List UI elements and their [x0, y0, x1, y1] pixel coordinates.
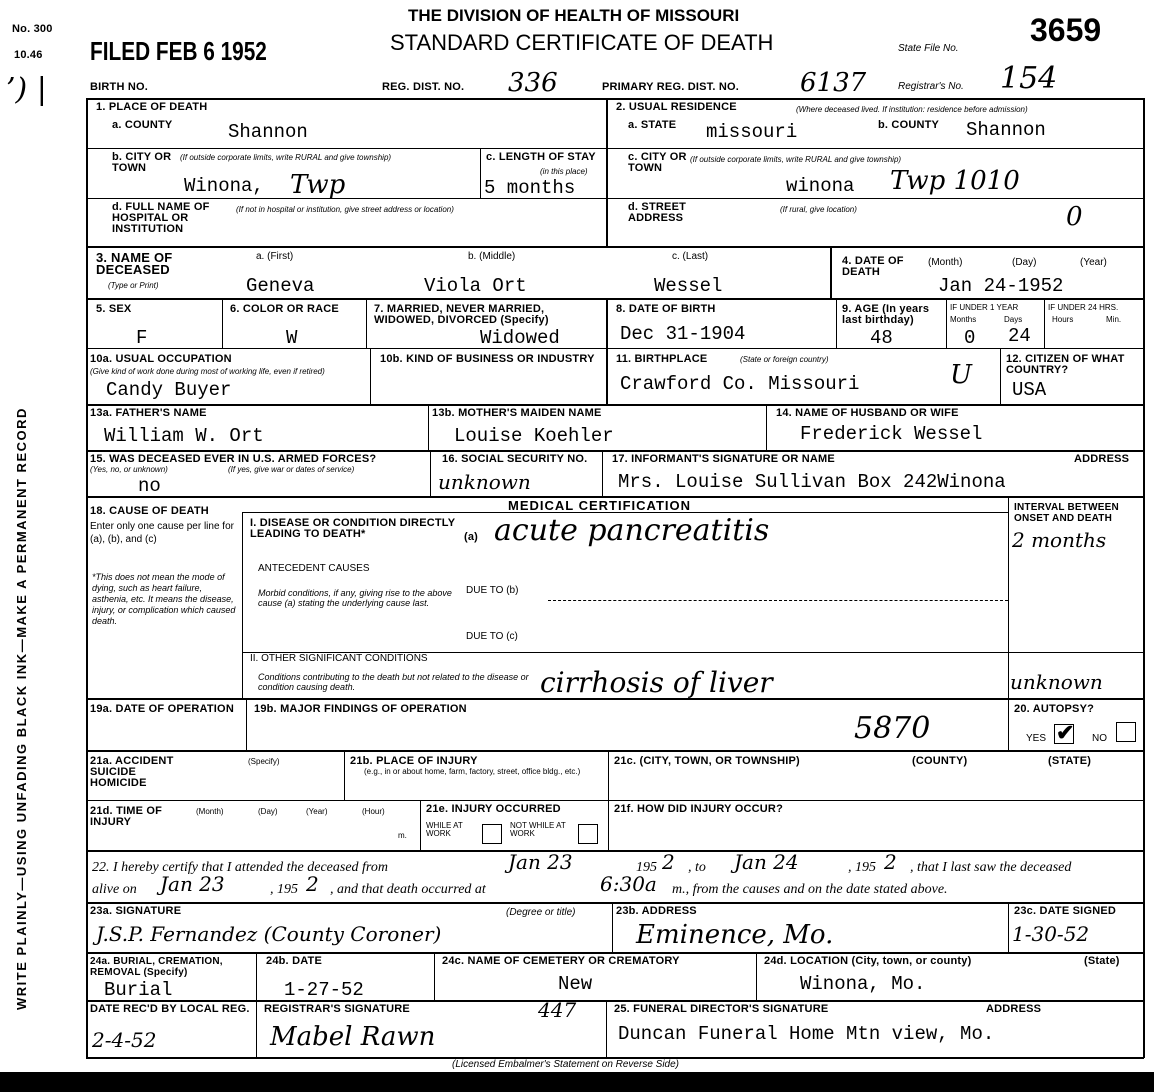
autopsy-label: 20. AUTOPSY? [1014, 703, 1095, 715]
year-label: (Year) [1080, 257, 1107, 268]
months-label: Months [950, 315, 977, 324]
age-label: 9. AGE (In years last birthday) [842, 303, 930, 326]
stay: 5 months [484, 177, 576, 199]
cemetery: New [558, 973, 593, 995]
birth-no-label: BIRTH NO. [90, 81, 149, 93]
certify-to-hand: Jan 24 [734, 850, 799, 874]
cause-note: Enter only one cause per line for (a), (b), and (c) [90, 521, 234, 545]
first-name: Geneva [246, 275, 315, 297]
injury-state-label: (STATE) [1048, 755, 1092, 767]
at-work-label: WHILE AT WORK [426, 821, 463, 838]
no-label: NO [1092, 733, 1107, 744]
residence-label: 2. USUAL RESIDENCE [616, 101, 737, 113]
other-note: Conditions contributing to the death but not related to the disease or condition causing death. [258, 672, 529, 692]
reg-dist-label: REG. DIST. NO. [382, 81, 465, 93]
primary-reg-number: 6137 [800, 68, 867, 98]
injury-city-label: 21c. (CITY, TOWN, OR TOWNSHIP) [614, 755, 800, 767]
month-label: (Month) [928, 257, 963, 268]
injury-how-label: 21f. HOW DID INJURY OCCUR? [614, 803, 783, 815]
business-label: 10b. KIND OF BUSINESS OR INDUSTRY [380, 353, 595, 365]
injury-occurred-label: 21e. INJURY OCCURRED [426, 803, 561, 815]
ssn-hand: unknown [438, 470, 531, 494]
line-a-label: (a) [464, 531, 479, 543]
other-interval: unknown [1010, 670, 1103, 694]
other-label: II. OTHER SIGNIFICANT CONDITIONS [250, 653, 428, 664]
cause-label: 18. CAUSE OF DEATH [90, 505, 209, 517]
certificate-title: STANDARD CERTIFICATE OF DEATH [390, 30, 774, 55]
autopsy-no-checkbox[interactable] [1116, 722, 1136, 742]
certify-yr2: , 195 [848, 860, 876, 875]
accident-specify: (Specify) [248, 757, 280, 766]
place-of-death-label: 1. PLACE OF DEATH [96, 101, 208, 113]
informant-label: 17. INFORMANT'S SIGNATURE OR NAME [612, 453, 835, 465]
degree-label: (Degree or title) [506, 907, 576, 918]
father: William W. Ort [104, 425, 264, 447]
birthplace-note: (State or foreign country) [740, 355, 829, 364]
reg-dist-number: 336 [508, 68, 558, 98]
medical-title: MEDICAL CERTIFICATION [508, 498, 692, 513]
res-street-label: d. STREET ADDRESS [628, 201, 687, 224]
antecedent-note: Morbid conditions, if any, giving rise to the above cause (a) stating the underlying cause last. [258, 588, 452, 608]
age: 48 [870, 327, 893, 349]
color: W [286, 327, 298, 349]
cause-footnote: *This does not mean the mode of dying, such as heart failure, asthenia, etc. It means the disease, injury, or complication which caused death. [92, 572, 236, 626]
date-of-death: Jan 24-1952 [938, 275, 1064, 297]
signature-label: 23a. SIGNATURE [90, 905, 182, 917]
injury-county-label: (COUNTY) [912, 755, 968, 767]
injury-year: (Year) [306, 807, 328, 816]
recd-label: DATE REC'D BY LOCAL REG. [90, 1003, 250, 1015]
interval: 2 months [1012, 528, 1107, 552]
due-b-label: DUE TO (b) [466, 585, 519, 596]
certify-yr1: 195 [636, 860, 657, 875]
due-c-label: DUE TO (c) [466, 631, 518, 642]
armed: no [138, 475, 161, 497]
birthplace-hand: U [950, 360, 972, 390]
mother-label: 13b. MOTHER'S MAIDEN NAME [432, 407, 602, 419]
burial-date: 1-27-52 [284, 979, 364, 1001]
cause-a: acute pancreatitis [494, 513, 770, 548]
sex: F [136, 327, 148, 349]
spouse: Frederick Wessel [800, 423, 983, 445]
res-city-label: c. CITY OR TOWN [628, 151, 687, 174]
color-label: 6. COLOR OR RACE [230, 303, 339, 315]
citizen: USA [1012, 379, 1047, 401]
injury-day: (Day) [258, 807, 278, 816]
res-county-label: b. COUNTY [878, 119, 940, 131]
disease-label: I. DISEASE OR CONDITION DIRECTLY LEADING TO DEATH* [250, 517, 456, 540]
marital-label: 7. MARRIED, NEVER MARRIED, WIDOWED, DIVORCED (Specify) [374, 303, 549, 326]
burial-date-label: 24b. DATE [266, 955, 322, 967]
ssn-label: 16. SOCIAL SECURITY NO. [442, 453, 588, 465]
marital: Widowed [480, 327, 560, 349]
injury-m: m. [398, 831, 407, 840]
middle-name: Viola Ort [424, 275, 527, 297]
cemetery-label: 24c. NAME OF CEMETERY OR CREMATORY [442, 955, 680, 967]
certify-from: Jan 23 [508, 850, 573, 874]
death-city: Winona, [184, 175, 264, 197]
certify-yr3: , 195 [270, 882, 298, 897]
burial-label: 24a. BURIAL, CREMATION, REMOVAL (Specify) [90, 956, 223, 978]
findings-hand: 5870 [854, 711, 931, 746]
sex-label: 5. SEX [96, 303, 132, 315]
form-number: No. 300 [12, 23, 53, 35]
registrar-no-label: Registrar's No. [898, 81, 964, 92]
hospital-note: (If not in hospital or institution, give street address or location) [236, 205, 454, 214]
stay-label: c. LENGTH OF STAY [486, 151, 596, 163]
armed-note2: (If yes, give war or dates of service) [228, 465, 355, 474]
autopsy-yes-check: ✔ [1056, 720, 1075, 745]
date-signed-label: 23c. DATE SIGNED [1014, 905, 1117, 917]
registrar-num: 447 [538, 998, 577, 1022]
stay-note: (in this place) [540, 167, 588, 176]
not-work-label: NOT WHILE AT WORK [510, 821, 566, 838]
primary-reg-label: PRIMARY REG. DIST. NO. [602, 81, 740, 93]
registrar-number: 154 [1000, 61, 1058, 96]
father-label: 13a. FATHER'S NAME [90, 407, 207, 419]
accident-label: 21a. ACCIDENT SUICIDE HOMICIDE [90, 755, 174, 789]
dob-label: 8. DATE OF BIRTH [616, 303, 716, 315]
first-label: a. (First) [256, 251, 294, 262]
res-street-note: (If rural, give location) [780, 205, 857, 214]
findings-label: 19b. MAJOR FINDINGS OF OPERATION [254, 703, 467, 715]
injury-place-note: (e.g., in or about home, farm, factory, street, office bldg., etc.) [364, 767, 581, 776]
filed-stamp: FILED FEB 6 1952 [90, 36, 267, 66]
res-city: winona [786, 175, 855, 197]
certify-text4: m., from the causes and on the date stated above. [672, 882, 948, 897]
certify-time: 6:30a [600, 872, 657, 896]
certify-yr2-hand: 2 [884, 850, 897, 874]
date-signed: 1-30-52 [1012, 922, 1090, 946]
death-county: Shannon [228, 121, 308, 143]
day-label: (Day) [1012, 257, 1037, 268]
spouse-label: 14. NAME OF HUSBAND OR WIFE [776, 407, 959, 419]
state-file-number: 3659 [1030, 12, 1102, 48]
state-file-label: State File No. [898, 43, 959, 54]
at-work-checkbox[interactable] [482, 824, 502, 844]
armed-note1: (Yes, no, or unknown) [90, 465, 168, 474]
yes-label: YES [1026, 733, 1047, 744]
death-county-label: a. COUNTY [112, 119, 173, 131]
res-city-hand: Twp 1010 [890, 166, 1020, 196]
occupation: Candy Buyer [106, 379, 232, 401]
res-street-hand: 0 [1066, 202, 1083, 232]
antecedent-label: ANTECEDENT CAUSES [258, 563, 370, 574]
death-city-hand: Twp [290, 170, 346, 200]
last-label: c. (Last) [672, 251, 709, 262]
location-label: 24d. LOCATION (City, town, or county) [764, 955, 972, 967]
certify-alive-on: alive on [92, 882, 137, 897]
age-months: 0 [964, 327, 976, 349]
death-city-note: (If outside corporate limits, write RURAL and give township) [180, 153, 392, 162]
age-days: 24 [1008, 325, 1031, 347]
res-state-label: a. STATE [628, 119, 677, 131]
certify-alive-hand: Jan 23 [160, 872, 225, 896]
registrar-signature: Mabel Rawn [270, 1022, 436, 1052]
certifier-address: Eminence, Mo. [636, 920, 834, 950]
form-date: 10.46 [14, 49, 43, 61]
not-work-checkbox[interactable] [578, 824, 598, 844]
residence-note: (Where deceased lived. If institution: residence before admission) [796, 105, 1028, 114]
min-label: Min. [1106, 315, 1122, 324]
location: Winona, Mo. [800, 973, 926, 995]
informant: Mrs. Louise Sullivan Box 242Winona [618, 471, 1006, 493]
hours-label: Hours [1052, 315, 1074, 324]
registrar-sig-label: REGISTRAR'S SIGNATURE [264, 1003, 410, 1015]
injury-time-label: 21d. TIME OF INJURY [90, 805, 163, 828]
birthplace: Crawford Co. Missouri [620, 373, 860, 395]
res-city-note: (If outside corporate limits, write RURAL and give township) [690, 155, 902, 164]
age-under24-label: IF UNDER 24 HRS. [1048, 303, 1119, 312]
division-title: THE DIVISION OF HEALTH OF MISSOURI [408, 6, 740, 25]
injury-place-label: 21b. PLACE OF INJURY [350, 755, 478, 767]
funeral-address-label: ADDRESS [986, 1003, 1042, 1015]
funeral-label: 25. FUNERAL DIRECTOR'S SIGNATURE [614, 1003, 829, 1015]
birthplace-label: 11. BIRTHPLACE [616, 353, 708, 365]
certify-text1: 22. I hereby certify that I attended the deceased from [92, 860, 388, 875]
injury-hour: (Hour) [362, 807, 385, 816]
date-of-death-label: 4. DATE OF DEATH [842, 255, 904, 278]
mother: Louise Koehler [454, 425, 614, 447]
funeral-director: Duncan Funeral Home Mtn view, Mo. [618, 1023, 995, 1045]
name-label: 3. NAME OF DECEASED [96, 250, 173, 277]
operation-label: 19a. DATE OF OPERATION [90, 703, 234, 715]
certify-yr1-hand: 2 [662, 850, 675, 874]
other-condition: cirrhosis of liver [540, 666, 773, 699]
occupation-label: 10a. USUAL OCCUPATION [90, 353, 232, 365]
interval-label: INTERVAL BETWEEN ONSET AND DEATH [1014, 502, 1119, 524]
certifier-signature: J.S.P. Fernandez (County Coroner) [96, 922, 442, 946]
middle-label: b. (Middle) [468, 251, 516, 262]
days-label: Days [1004, 315, 1023, 324]
side-instruction: WRITE PLAINLY—USING UNFADING BLACK INK—MAKE A PERMANENT RECORD [14, 407, 29, 1010]
certifier-address-label: 23b. ADDRESS [616, 905, 697, 917]
res-county: Shannon [966, 119, 1046, 141]
dob: Dec 31-1904 [620, 323, 746, 345]
name-note: (Type or Print) [108, 281, 159, 290]
certify-text2: , that I last saw the deceased [910, 860, 1072, 875]
scan-border [0, 1072, 1154, 1092]
res-state: missouri [706, 121, 798, 143]
age-under1-label: IF UNDER 1 YEAR [950, 303, 1019, 312]
death-city-label: b. CITY OR TOWN [112, 151, 172, 174]
last-name: Wessel [654, 275, 723, 297]
certify-yr3-hand: 2 [306, 872, 319, 896]
certify-to: , to [688, 860, 706, 875]
recd-date: 2-4-52 [92, 1028, 157, 1052]
occupation-note: (Give kind of work done during most of working life, even if retired) [90, 367, 325, 376]
citizen-label: 12. CITIZEN OF WHAT COUNTRY? [1006, 353, 1125, 376]
informant-address-label: ADDRESS [1074, 453, 1130, 465]
location-state-label: (State) [1084, 955, 1120, 967]
margin-marks: ’) | [6, 72, 47, 107]
armed-label: 15. WAS DECEASED EVER IN U.S. ARMED FORCES? [90, 453, 377, 465]
hospital-label: d. FULL NAME OF HOSPITAL OR INSTITUTION [112, 201, 210, 235]
injury-month: (Month) [196, 807, 224, 816]
footer-note: (Licensed Embalmer's Statement on Reverse Side) [452, 1059, 680, 1070]
burial: Burial [104, 979, 173, 1001]
certify-text3: , and that death occurred at [330, 882, 486, 897]
